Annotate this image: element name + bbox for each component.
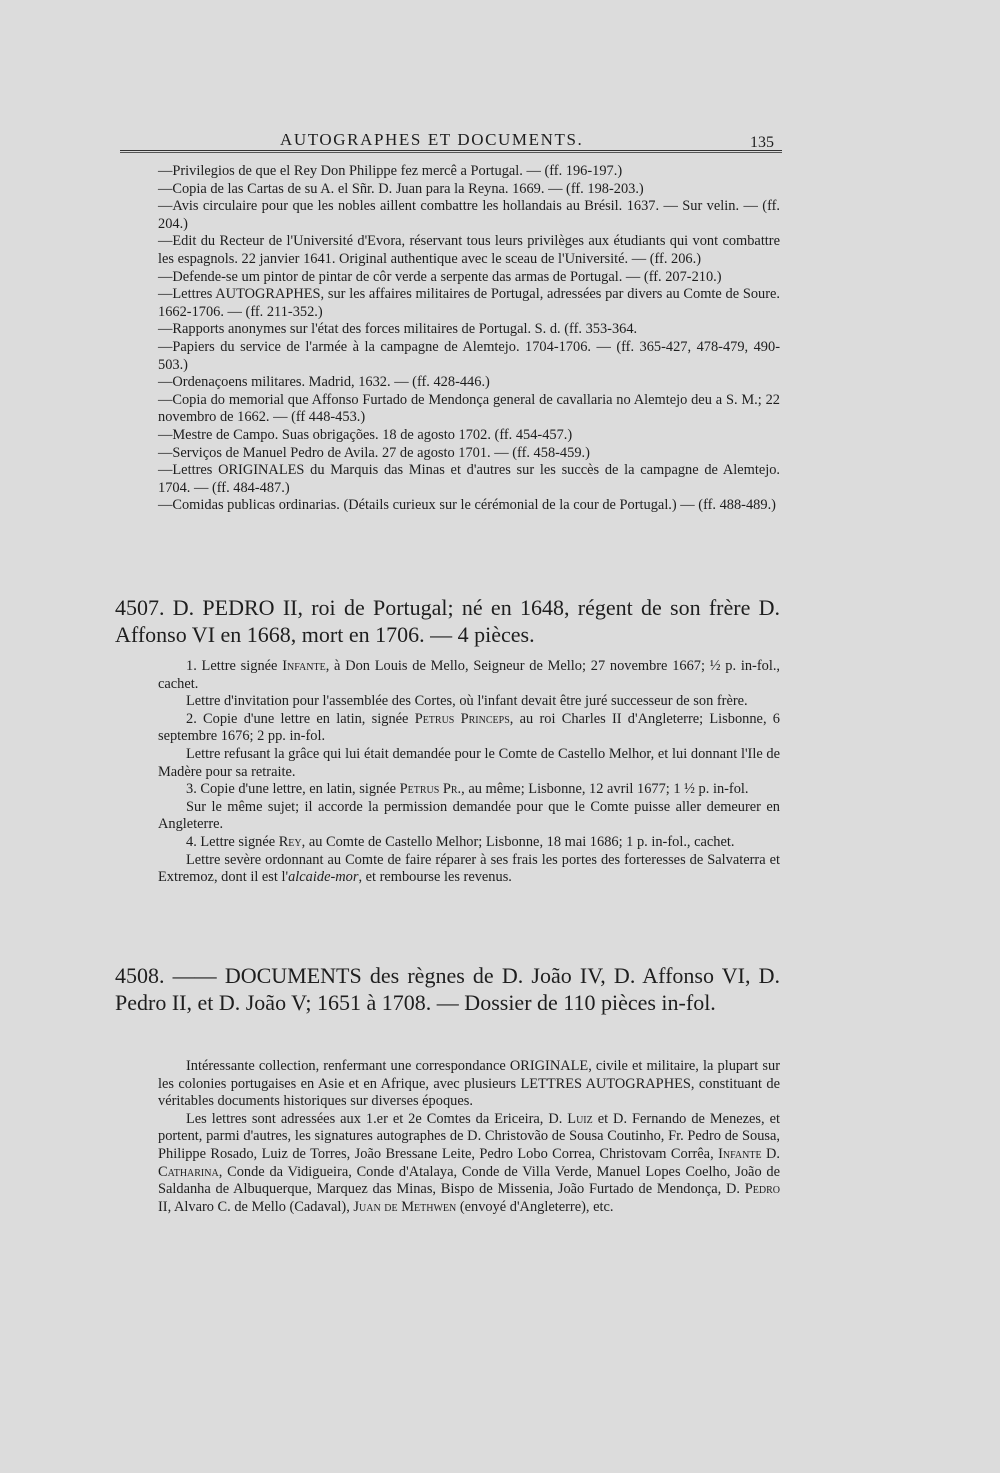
lot-text: Les lettres sont adressées aux 1.er et 2e Comtes da Ericeira, D. (186, 1110, 568, 1127)
lot-item-text: Sur le même sujet; il accorde la permission demandée pour que le Comte puisse aller demeurer en Angleterre. (158, 798, 780, 833)
lot-item-text: 2. Copie d'une lettre en latin, signée (186, 710, 415, 727)
entry-item: —Mestre de Campo. Suas obrigações. 18 de agosto 1702. (ff. 454-457.) (158, 426, 573, 443)
entry-item: —Rapports anonymes sur l'état des forces militaires de Portugal. S. d. (ff. 353-364. (158, 321, 638, 338)
signature-name: Infante (282, 658, 326, 674)
lot-item-text: 4. Lettre signée (186, 833, 279, 850)
running-title: AUTOGRAPHES ET DOCUMENTS. (280, 130, 584, 149)
lot-item-text: , et rembourse les revenus. (358, 869, 512, 886)
lot-item-text: , au Comte de Castello Melhor; Lisbonne, 18 mai 1686; 1 p. in-fol., cachet. (301, 833, 735, 850)
signature-name: Petrus Pr. (399, 781, 462, 798)
entry-item: —Comidas publicas ordinarias. (Détails curieux sur le cérémonial de la cour de Portugal.) — (ff. 488-489.) (158, 497, 776, 514)
lot-item-note (158, 799, 780, 834)
lot-item-text: , à Don Louis de Mello, Seigneur de Mello; 27 novembre 1667; ½ p. in-fol., cachet. (158, 658, 781, 692)
entry-item: —Privilegios de que el Rey Don Philippe fez mercê a Portugal. — (ff. 196-197.) (158, 163, 623, 179)
signature-name: Petrus Princeps (414, 710, 510, 727)
signature-name: Infante D. Catharina (158, 1145, 780, 1180)
lot-4507-items (158, 658, 780, 887)
lot-text: II, Alvaro C. de Mello (Cadaval), (158, 1198, 354, 1215)
entry-item: —Avis circulaire pour que les nobles aillent combattre les hollandais au Brésil. 1637. — Sur velin. — (ff. 204.) (158, 198, 780, 232)
entry-item: —Lettres AUTOGRAPHES, sur les affaires militaires de Portugal, adressées par divers au Comte de Soure. 1662-1706. — (ff. 211-352.) (158, 286, 780, 320)
lot-item-text: , au roi Charles II d'Angleterre; Lisbonne, 6 septembre 1676; 2 pp. in-fol. (158, 710, 781, 745)
signature-name: Luiz (567, 1110, 593, 1127)
lot-item-note (158, 852, 780, 887)
lot-item-text: 1. Lettre signée (186, 658, 283, 674)
lot-paragraph: Intéressante collection, renfermant une correspondance ORIGINALE, civile et militaire, la plupart sur les colonies portugaises en Asie et en Afrique, avec plusieurs LETTRES AUTOGRAPHES, constituant de véritables documents historiques sur diverses époques. (158, 1058, 780, 1110)
entry-item: —Defende-se um pintor de pintar de côr verde a serpente das armas de Portugal. — (ff. 207-210.) (158, 268, 722, 285)
lot-item (158, 834, 780, 852)
lot-4508-body (158, 1058, 780, 1216)
lot-item-text: 3. Copie d'une lettre, en latin, signée (186, 781, 400, 798)
entry-item: —Lettres ORIGINALES du Marquis das Minas et d'autres sur les succès de la campagne de Alemtejo. 1704. — (ff. 484-487.) (158, 462, 780, 496)
lot-item (158, 658, 780, 693)
lot-text: et D. Fernando de Menezes, et portent, parmi d'autres, les signatures autographes de D. Christovão de Sousa Coutinho, Fr. Pedro de Sousa, Philippe Rosado, Luiz de Torres, João Bressane Leite, Pedro Lobo Correa, Christovam Corrêa, (158, 1110, 780, 1162)
entry-item: —Edit du Recteur de l'Université d'Evora, réservant tous leurs privilèges aux étudiants qui vont combattre les espagnols. 22 janvier 1641. Original authentique avec le sceau de l'Université. — (ff. 206.) (158, 233, 780, 267)
italic-term: alcaide-mor (288, 869, 359, 886)
entry-item: —Copia do memorial que Affonso Furtado de Mendonça general de cavallaria no Alemtejo deu a S. M.; 22 novembro de 1662. — (ff 448-453.) (158, 391, 780, 426)
lot-item-text: , au même; Lisbonne, 12 avril 1677; 1 ½ p. in-fol. (461, 781, 749, 798)
signature-name: Rey (278, 833, 302, 850)
lot-item-text: Lettre sevère ordonnant au Comte de faire réparer à ses frais les portes des forteresses de Salvaterra et Extremoz, dont il est l' (158, 851, 780, 886)
lot-item-note (158, 746, 780, 781)
lot-text: (envoyé d'Angleterre), etc. (456, 1198, 614, 1215)
lot-item-text: Lettre refusant la grâce qui lui était demandée pour le Comte de Castello Melhor, et lui donnant l'Ile de Madère pour sa retraite. (158, 745, 780, 780)
entry-item: —Papiers du service de l'armée à la campagne de Alemtejo. 1704-1706. — (ff. 365-427, 478-479, 490-503.) (158, 338, 780, 373)
lot-4507-heading: 4507. D. PEDRO II, roi de Portugal; né en 1648, régent de son frère D. Affonso VI en 1668, mort en 1706. — 4 pièces. (115, 595, 780, 647)
page-number: 135 (750, 134, 774, 151)
lot-item-text: Lettre d'invitation pour l'assemblée des Cortes, où l'infant devait être juré successeur de son frère. (186, 693, 748, 710)
entry-item: —Ordenaçoens militares. Madrid, 1632. — (ff. 428-446.) (158, 374, 490, 391)
lot-item-note (158, 693, 780, 711)
lot-4508-heading: 4508. —— DOCUMENTS des règnes de D. João IV, D. Affonso VI, D. Pedro II, et D. João V; 1651 à 1708. — Dossier de 110 pièces in-fol. (115, 963, 780, 1015)
lot-paragraph (158, 1111, 780, 1217)
header-rule (120, 150, 782, 153)
lot-item (158, 781, 780, 799)
entry-list (158, 163, 780, 515)
entry-item: —Serviços de Manuel Pedro de Avila. 27 de agosto 1701. — (ff. 458-459.) (158, 444, 590, 461)
entry-item: —Copia de las Cartas de su A. el Sñr. D. Juan para la Reyna. 1669. — (ff. 198-203.) (158, 180, 644, 197)
lot-item (158, 711, 780, 746)
signature-name: Pedro (744, 1181, 780, 1198)
page-header (120, 128, 782, 154)
lot-text: , Conde da Vidigueira, Conde d'Atalaya, Conde de Villa Verde, Manuel Lopes Coelho, João de Saldanha de Albuquerque, Marquez das Minas, Bispo de Missenia, João Furtado de Mendonça, D. (158, 1163, 780, 1198)
signature-name: Juan de Methwen (353, 1198, 457, 1215)
